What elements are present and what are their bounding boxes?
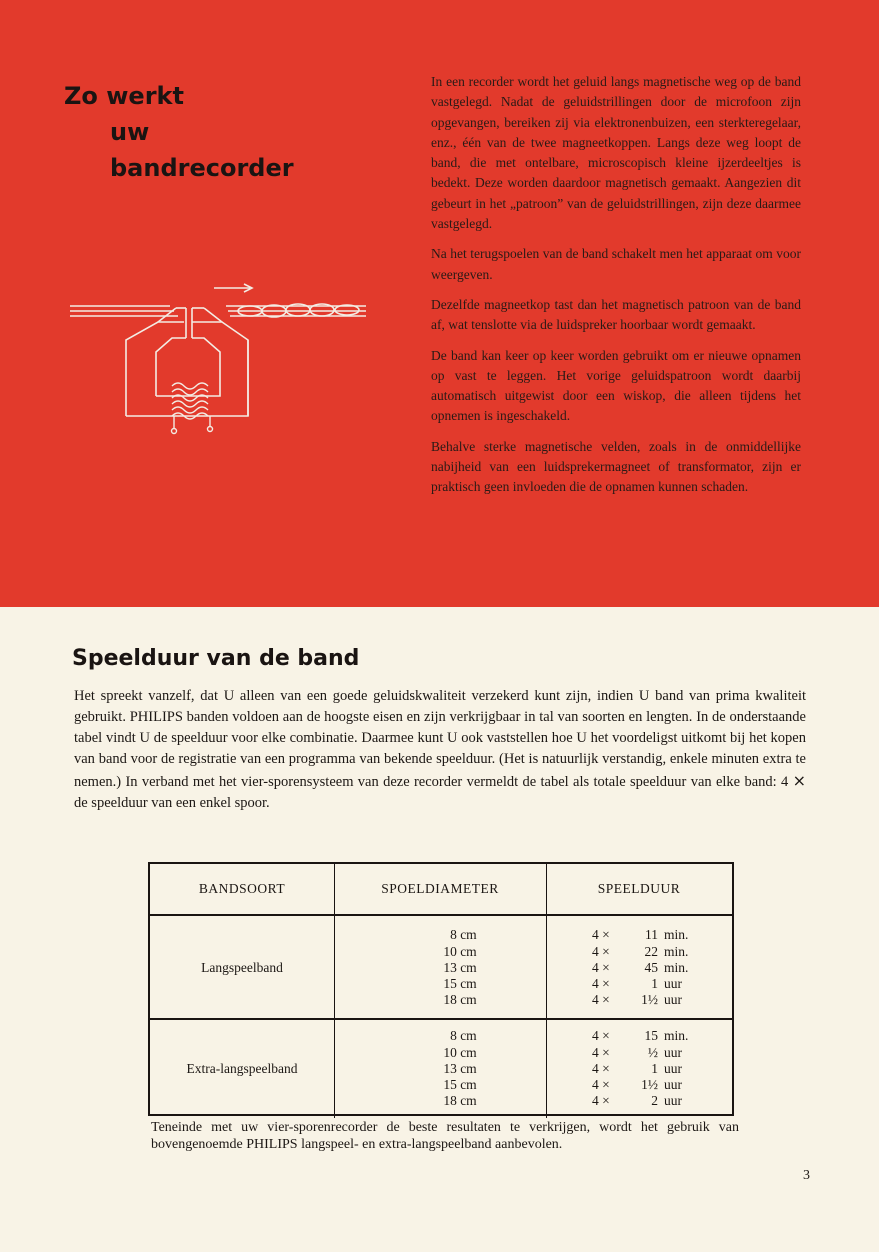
diameter-list: [403, 927, 476, 1008]
red-paragraph-4: De band kan keer op keer worden gebruikt om er nieuwe opnamen op vast te leggen. Het vorige geluidspatroon wordt daarbij automatisch uitgewist door een wiskop, die alleen tijdens het opnemen is ingeschakeld.: [431, 347, 801, 424]
playtime-table: [148, 862, 734, 1116]
header-speelduur: SPEELDUUR: [597, 881, 681, 896]
heading-line-1: Zo werkt: [64, 82, 184, 110]
duration-entry: 4 × 45 min.: [592, 959, 689, 975]
intro-factor: 4: [781, 774, 789, 790]
diameter-value: 13 cm: [443, 1060, 477, 1076]
diameter-value: 18 cm: [443, 1093, 477, 1109]
intro-text: Het spreekt vanzelf, dat U alleen van een goede geluidskwaliteit verzekerd kunt zijn, indien U band van prima kwaliteit gebruikt. PHILIPS banden voldoen aan de hoogste eisen en zijn verkrijgbaar in tal van soorten en lengten. In de onderstaande tabel vindt U de speelduur voor elke combinatie. Daarmee kunt U ook vaststellen hoe U het voordeligst uitkomt bij het kopen van band voor de registratie van een programma van bekende speelduur. (Het is natuurlijk verstandig, enkele minuten extra te nemen.) In verband met het vier-sporensysteem van deze recorder vermeldt de tabel als totale speelduur van elke band:: [74, 688, 806, 790]
duration-entry: 4 × 1½ uur: [592, 1077, 682, 1093]
red-paragraph-5: Behalve sterke magnetische velden, zoals in de onmiddellijke nabijheid van een luidsprekermagneet of transformator, zijn er praktisch geen invloeden die de opnamen kunnen schaden.: [431, 438, 801, 495]
diameter-value: 8 cm: [450, 1028, 477, 1044]
red-paragraph-3: Dezelfde magneetkop tast dan het magnetisch patroon van de band af, wat tenslotte via de luidspreker hoorbaar wordt gemaakt.: [431, 296, 801, 333]
table-footnote: Teneinde met uw vier-sporenrecorder de beste resultaten te verkrijgen, wordt het gebruik van bovengenoemde PHILIPS langspeel- en extra-langspeelband aanbevolen.: [151, 1120, 739, 1152]
red-panel-heading: [64, 78, 294, 186]
page-number: 3: [803, 1168, 810, 1183]
diameter-value: 15 cm: [443, 1077, 477, 1093]
duration-entry: 4 × 22 min.: [592, 943, 689, 959]
row-type: Extra-langspeelband: [186, 1061, 298, 1076]
section-title: Speelduur van de band: [72, 646, 360, 671]
red-panel-text: [431, 72, 801, 508]
duration-list: [582, 1028, 696, 1109]
heading-line-2: uw: [110, 118, 150, 146]
duration-entry: 4 × 2 uur: [592, 1093, 682, 1109]
diameter-value: 10 cm: [443, 943, 477, 959]
row-type: Langspeelband: [201, 960, 283, 975]
table-header-row: [150, 864, 732, 914]
header-bandsoort: BANDSOORT: [198, 881, 286, 896]
diameter-list: [403, 1028, 476, 1109]
duration-entry: 4 × 1½ uur: [592, 992, 682, 1008]
duration-entry: 4 × 1 uur: [592, 976, 682, 992]
red-paragraph-1: In een recorder wordt het geluid langs magnetische weg op de band vastgelegd. Nadat de geluidstrillingen door de microfoon zijn opgevangen, bereiken zij via elektronenbuizen, een sterkteregelaar, enz., één van de twee magneetkoppen. Langs deze weg loopt de band, die met ontelbare, microscopisch kleine ijzerdeeltjes is bedekt. Deze worden daardoor magnetisch gemaakt. Aangezien dit gebeurt in het „patroon” van de geluidstrillingen, zijn deze daarmee vastgelegd.: [431, 74, 801, 232]
diameter-value: 13 cm: [443, 959, 477, 975]
duration-entry: 4 × ½ uur: [592, 1044, 682, 1060]
duration-entry: 4 × 1 uur: [592, 1060, 682, 1076]
diameter-value: 10 cm: [443, 1044, 477, 1060]
diameter-value: 8 cm: [450, 927, 477, 943]
header-spoeldiameter: SPOELDIAMETER: [381, 881, 499, 896]
intro-end: de speelduur van een enkel spoor.: [74, 795, 270, 811]
duration-entry: 4 × 15 min.: [592, 1028, 689, 1044]
diameter-value: 18 cm: [443, 992, 477, 1008]
magnetic-head-diagram: [66, 278, 372, 438]
multiply-symbol: ×: [792, 771, 807, 790]
intro-paragraph: [74, 686, 806, 814]
duration-entry: 4 × 11 min.: [592, 927, 689, 943]
heading-line-3: bandrecorder: [110, 154, 294, 182]
table-row: [150, 914, 732, 1020]
diameter-value: 15 cm: [443, 976, 477, 992]
duration-list: [582, 927, 696, 1008]
table-row: [150, 1018, 732, 1118]
red-paragraph-2: Na het terugspoelen van de band schakelt men het apparaat om voor weergeven.: [431, 246, 801, 282]
red-panel: [0, 0, 879, 607]
